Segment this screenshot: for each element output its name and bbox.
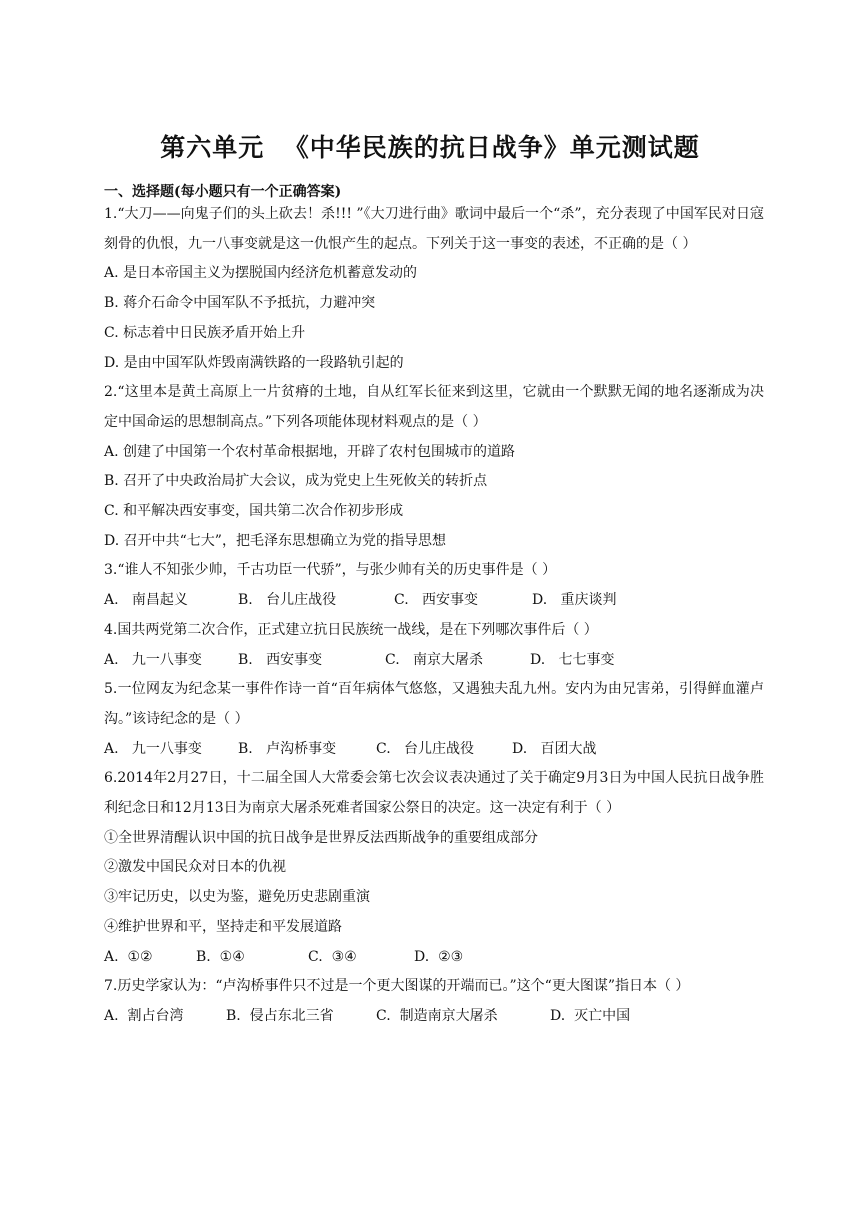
option-row	[104, 943, 764, 973]
option-c: C. ③④	[308, 948, 357, 965]
option-b: B. ①④	[196, 948, 245, 965]
option-c: C. 制造南京大屠杀	[376, 1007, 498, 1024]
option-b: B. 侵占东北三省	[226, 1007, 334, 1024]
question-7	[104, 972, 764, 1031]
question-stem: 3.“谁人不知张少帅，千古功臣一代骄”，与张少帅有关的历史事件是（ ）	[104, 562, 557, 579]
question-list	[104, 200, 764, 1032]
option-c: C. 西安事变	[394, 592, 479, 609]
option-a: A. 九一八事变	[104, 651, 202, 668]
question-stem: 4.国共两党第二次合作，正式建立抗日民族统一战线，是在下列哪次事件后（ ）	[104, 621, 598, 638]
option-d: D. 重庆谈判	[532, 592, 617, 609]
option-c: C. 标志着中日民族矛盾开始上升	[104, 324, 306, 341]
statement-1: ①全世界清醒认识中国的抗日战争是世界反法西斯战争的重要组成部分	[104, 829, 538, 846]
option-c: C. 和平解决西安事变，国共第二次合作初步形成	[104, 503, 404, 520]
option-d: D. ②③	[414, 948, 464, 965]
option-a: A. 割占台湾	[104, 1007, 184, 1024]
statement-3: ③牢记历史，以史为鉴，避免历史悲剧重演	[104, 889, 370, 906]
option-d: D. 召开中共“七大”，把毛泽东思想确立为党的指导思想	[104, 532, 446, 549]
question-stem: 7.历史学家认为：“卢沟桥事件只不过是一个更大图谋的开端而已。”这个“更大图谋”指日本（ ）	[104, 978, 690, 995]
option-b: B. 西安事变	[238, 651, 323, 668]
statement-4: ④维护世界和平，坚持走和平发展道路	[104, 918, 342, 935]
option-d: D. 七七事变	[530, 651, 615, 668]
option-d: D. 灭亡中国	[550, 1007, 631, 1024]
option-a: A. 南昌起义	[104, 592, 188, 609]
section-heading: 一、选择题(每小题只有一个正确答案)	[104, 184, 342, 200]
option-c: C. 南京大屠杀	[385, 651, 484, 668]
option-row	[104, 735, 764, 765]
page-title: 第六单元 《中华民族的抗日战争》单元测试题	[160, 133, 700, 162]
question-stem: 1.“大刀——向鬼子们的头上砍去！杀!!! ”《大刀进行曲》歌词中最后一个“杀”，充分表现了中国军民对日寇刻骨的仇恨，九一八事变就是这一仇恨产生的起点。下列关于这一事变的表述，不正确的是（ ）	[104, 206, 764, 252]
question-4	[104, 616, 764, 675]
option-b: B. 台儿庄战役	[238, 592, 337, 609]
question-3	[104, 556, 764, 615]
option-d: D. 是由中国军队炸毁南满铁路的一段路轨引起的	[104, 354, 404, 371]
option-c: C. 台儿庄战役	[376, 740, 475, 757]
option-a: A. 九一八事变	[104, 740, 202, 757]
question-stem: 2.“这里本是黄土高原上一片贫瘠的土地，自从红军长征来到这里，它就由一个默默无闻的地名逐渐成为决定中国命运的思想制高点。”下列各项能体现材料观点的是（ ）	[104, 384, 764, 430]
option-row	[104, 586, 764, 616]
option-a: A. 是日本帝国主义为摆脱国内经济危机蓄意发动的	[104, 265, 418, 282]
option-d: D. 百团大战	[512, 740, 597, 757]
question-2	[104, 378, 764, 556]
question-1	[104, 200, 764, 378]
option-a: A. 创建了中国第一个农村革命根据地，开辟了农村包围城市的道路	[104, 443, 516, 460]
option-b: B. 蒋介石命令中国军队不予抵抗，力避冲突	[104, 295, 376, 312]
statement-2: ②激发中国民众对日本的仇视	[104, 859, 286, 876]
option-row	[104, 1002, 764, 1032]
question-stem: 6.2014年2月27日，十二届全国人大常委会第七次会议表决通过了关于确定9月3日为中国人民抗日战争胜利纪念日和12月13日为南京大屠杀死难者国家公祭日的决定。这一决定有利于（ ）	[104, 770, 764, 817]
option-row	[104, 646, 764, 676]
option-b: B. 召开了中央政治局扩大会议，成为党史上生死攸关的转折点	[104, 473, 488, 490]
option-a: A. ①②	[104, 948, 153, 965]
question-stem: 5.一位网友为纪念某一事件作诗一首“百年病体气悠悠，又遇独夫乱九州。安内为由兄害弟，引得鲜血灌卢沟。”该诗纪念的是（ ）	[104, 681, 764, 727]
question-5	[104, 675, 764, 764]
question-6	[104, 764, 764, 972]
option-b: B. 卢沟桥事变	[238, 740, 337, 757]
